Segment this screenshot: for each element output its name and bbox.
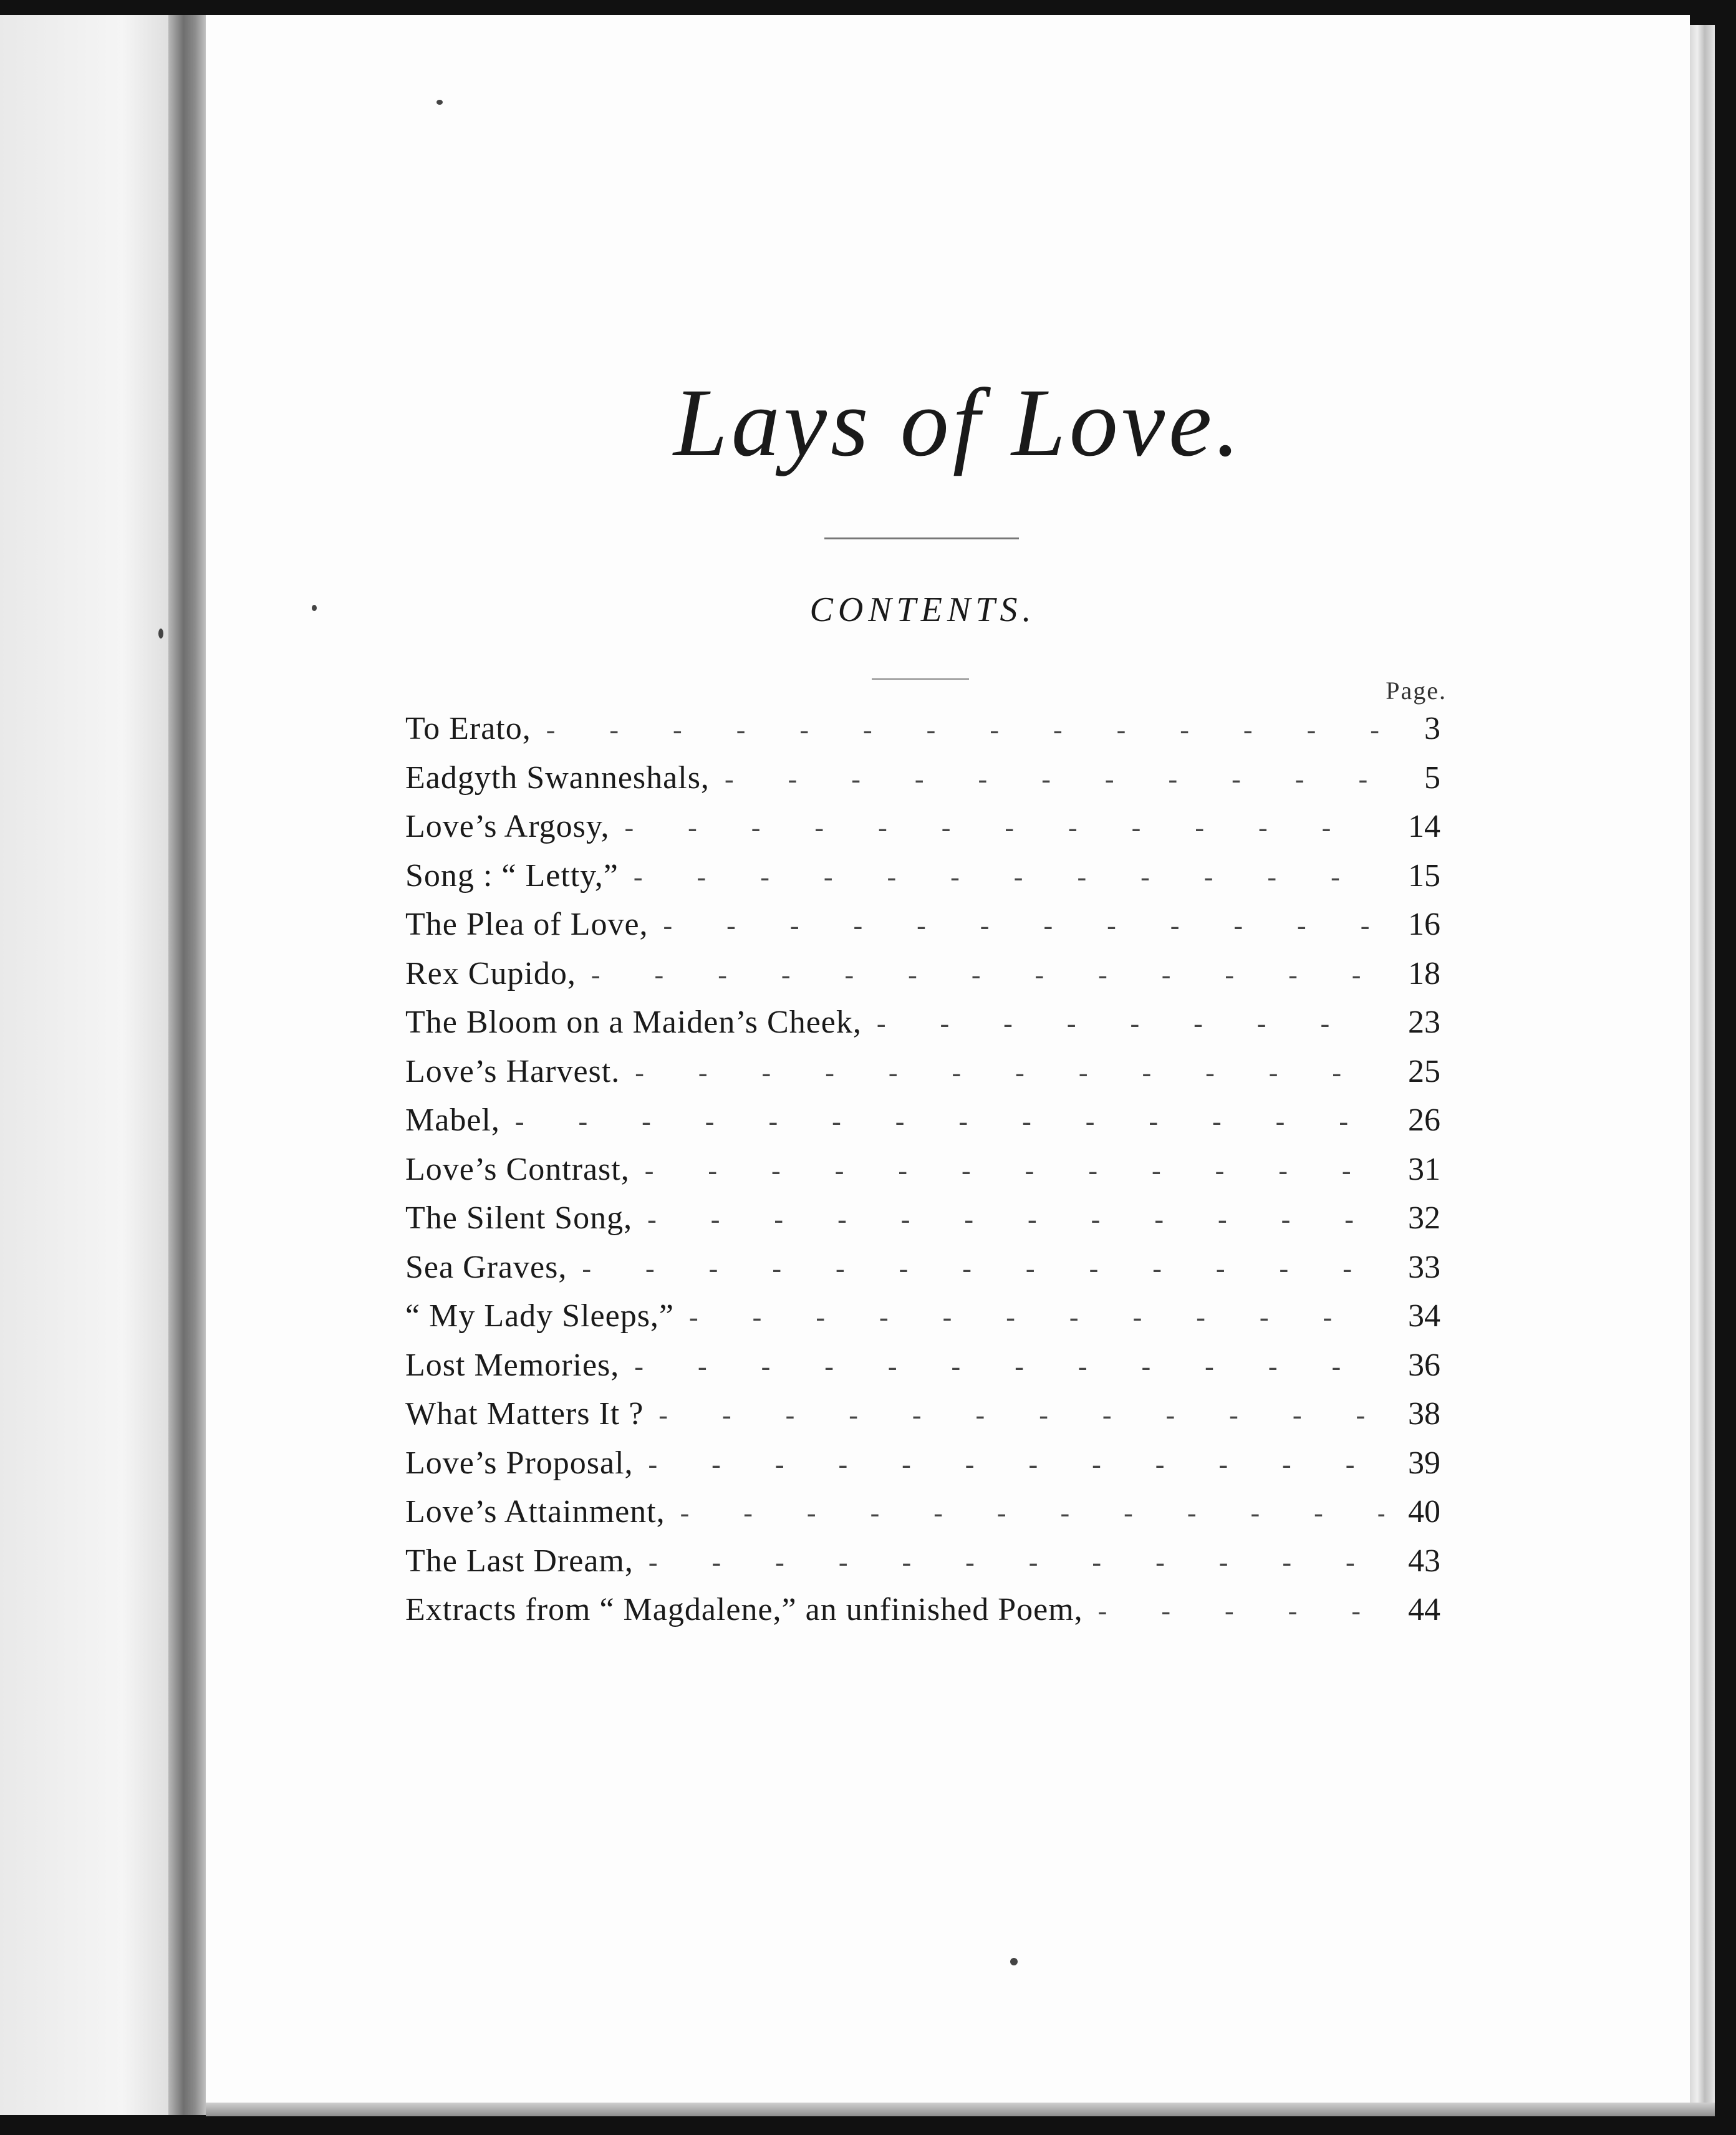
toc-entry-title: The Last Dream, <box>405 1543 634 1579</box>
toc-entry-page: 44 <box>1408 1592 1440 1627</box>
dot-leader <box>862 1000 1384 1049</box>
page-stack-edge <box>1690 25 1715 2108</box>
toc-entry[interactable] <box>405 950 1440 999</box>
page-bottom-edge <box>206 2103 1715 2116</box>
dot-leader <box>674 1293 1384 1342</box>
toc-entry-title: To Erato, <box>405 711 531 746</box>
toc-entry-title: The Plea of Love, <box>405 907 649 942</box>
dot-leader <box>531 706 1384 755</box>
toc-entry-page: 15 <box>1408 857 1440 894</box>
scan-speck <box>1010 1958 1018 1965</box>
toc-entry-title: The Silent Song, <box>405 1200 633 1236</box>
toc-entry[interactable] <box>405 1145 1440 1195</box>
facing-page-edge <box>0 15 175 2115</box>
toc-entry-page: 40 <box>1408 1494 1440 1530</box>
scan-speck <box>436 100 443 105</box>
toc-entry-title: Rex Cupido, <box>405 955 576 991</box>
toc-entry-page: 31 <box>1408 1151 1440 1187</box>
toc-entry-page: 26 <box>1408 1102 1440 1138</box>
toc-entry-page: 14 <box>1408 809 1440 844</box>
toc-entry[interactable] <box>405 1439 1440 1488</box>
contents-heading: CONTENTS. <box>809 590 1036 629</box>
toc-entry-page: 5 <box>1424 759 1440 796</box>
toc-entry-title: Love’s Argosy, <box>405 809 610 844</box>
toc-entry-title: Love’s Proposal, <box>405 1445 634 1481</box>
book-title: Lays of Love. <box>673 369 1244 476</box>
toc-entry[interactable] <box>405 998 1440 1048</box>
toc-entry[interactable] <box>405 1586 1440 1635</box>
toc-entry-page: 18 <box>1408 955 1440 991</box>
toc-entry-page: 43 <box>1408 1543 1440 1579</box>
toc-entry-title: What Matters It ? <box>405 1396 644 1432</box>
toc-entry[interactable] <box>405 1194 1440 1243</box>
toc-entry-title: Love’s Contrast, <box>405 1151 630 1187</box>
toc-entry-title: Song : “ Letty,” <box>405 857 619 894</box>
toc-entry[interactable] <box>405 1488 1440 1537</box>
toc-entry-title: Eadgyth Swanneshals, <box>405 759 710 796</box>
toc-entry-title: Love’s Harvest. <box>405 1053 620 1089</box>
toc-entry-page: 39 <box>1408 1445 1440 1481</box>
toc-entry-title: The Bloom on a Maiden’s Cheek, <box>405 1005 862 1040</box>
dot-leader <box>619 853 1384 902</box>
page-column-label: Page. <box>1386 677 1447 705</box>
dot-leader <box>500 1097 1384 1147</box>
toc-entry[interactable] <box>405 1292 1440 1341</box>
dot-leader <box>1083 1587 1384 1636</box>
toc-entry-page: 38 <box>1408 1396 1440 1432</box>
dot-leader <box>632 1195 1384 1245</box>
toc-entry-page: 16 <box>1408 907 1440 942</box>
table-of-contents <box>405 705 1440 1635</box>
toc-entry-title: Love’s Attainment, <box>405 1494 665 1530</box>
dot-leader <box>630 1147 1384 1196</box>
toc-entry-title: Extracts from “ Magdalene,” an unfinished Poem, <box>405 1592 1083 1627</box>
toc-entry[interactable] <box>405 1390 1440 1439</box>
dot-leader <box>576 951 1384 1000</box>
dot-leader <box>609 804 1384 853</box>
toc-entry-page: 25 <box>1408 1053 1440 1089</box>
toc-entry-title: “ My Lady Sleeps,” <box>405 1298 675 1334</box>
dot-leader <box>620 1049 1384 1098</box>
toc-entry[interactable] <box>405 754 1440 803</box>
toc-entry[interactable] <box>405 1048 1440 1097</box>
toc-entry[interactable] <box>405 1096 1440 1145</box>
dot-leader <box>665 1489 1384 1538</box>
toc-entry-page: 23 <box>1408 1005 1440 1040</box>
toc-entry-page: 32 <box>1408 1200 1440 1236</box>
contents-divider <box>872 678 969 680</box>
toc-entry-page: 36 <box>1408 1347 1440 1383</box>
toc-entry[interactable] <box>405 1537 1440 1586</box>
dot-leader <box>567 1245 1384 1294</box>
dot-leader <box>634 1538 1384 1588</box>
title-divider <box>824 537 1019 539</box>
toc-entry-title: Mabel, <box>405 1102 500 1138</box>
toc-entry[interactable] <box>405 1243 1440 1293</box>
dot-leader <box>644 1391 1384 1440</box>
toc-entry[interactable] <box>405 802 1440 852</box>
toc-entry-page: 34 <box>1408 1298 1440 1334</box>
dot-leader <box>619 1342 1384 1392</box>
toc-entry[interactable] <box>405 852 1440 901</box>
dot-leader <box>710 755 1384 804</box>
toc-entry-title: Lost Memories, <box>405 1347 620 1383</box>
scan-speck <box>312 605 317 611</box>
toc-entry[interactable] <box>405 705 1440 754</box>
toc-entry-page: 3 <box>1424 711 1440 746</box>
dot-leader <box>649 902 1384 951</box>
toc-entry-page: 33 <box>1408 1249 1440 1285</box>
toc-entry[interactable] <box>405 1341 1440 1390</box>
dot-leader <box>634 1440 1384 1490</box>
scan-speck <box>158 629 163 639</box>
toc-entry-title: Sea Graves, <box>405 1249 567 1285</box>
toc-entry[interactable] <box>405 900 1440 950</box>
